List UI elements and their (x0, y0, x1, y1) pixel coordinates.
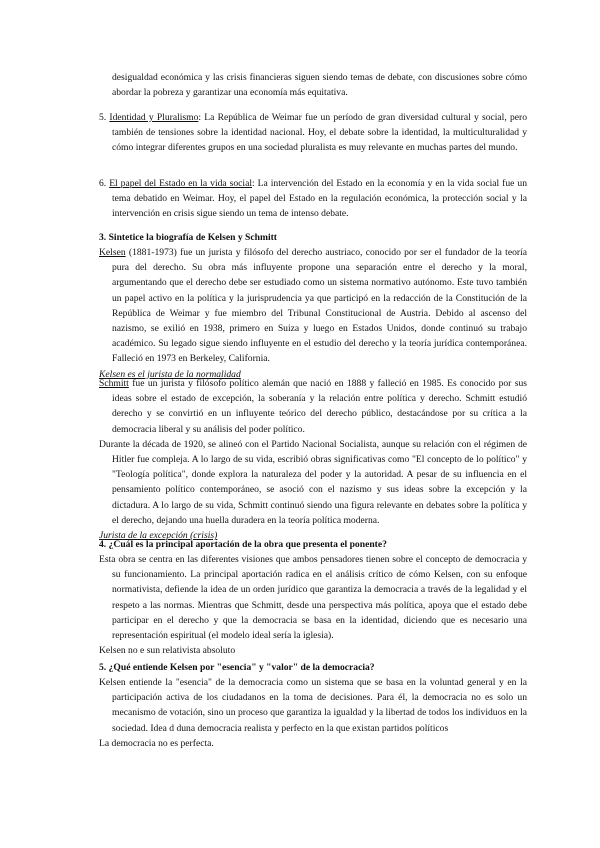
section-4-note: Kelsen no e sun relativista absoluto (99, 645, 236, 657)
intro-paragraph: desigualdad económica y las crisis financieras siguen siendo temas de debate, con discusiones sobre cómo abordar la pobreza y garantizar una economía más equitativa. (112, 72, 527, 99)
section-5-body: Kelsen entiende la "esencia" de la democracia como un sistema que se basa en la voluntad general y en la participación activa de los ciudadanos en la toma de decisiones. Para él, la democracia no es solo un mecanismo de votación, sino un proceso que garantiza la igualdad y la libertad de todos los individuos en la sociedad. Idea d duna democracia realista y perfecto en la que existan partidos políticos La democracia no es perfecta. (99, 675, 527, 751)
list-number: 5. (99, 112, 107, 123)
item-title: El papel del Estado en la vida social (109, 178, 253, 189)
section-3-heading: 3. Sintetice la biografía de Kelsen y Schmitt (99, 232, 277, 243)
section-5-note: La democracia no es perfecta. (99, 737, 214, 749)
schmitt-text: fue un jurista y filósofo político alemán que nació en 1888 y falleció en 1985. Es conocido por sus ideas sobre el estado de excepción, la soberanía y la relación entre política y derecho. Schmitt estudió derecho y se convirtió en un influyente teórico del derecho público, destacándose por su crítica a la democracia liberal y su análisis del poder político. (112, 378, 527, 435)
schmitt-name: Schmitt (99, 378, 129, 389)
schmitt-bio (99, 376, 527, 543)
item-text: : La República de Weimar fue un período de gran diversidad cultural y social, pero también de tensiones sobre la identidad nacional. Hoy, el debate sobre la identidad, la multiculturalidad y cómo integrar diferentes grupos en una sociedad pluralista es muy relevante en muchas partes del mundo. (112, 112, 527, 154)
list-item-estado (99, 176, 527, 222)
section-5-heading: 5. ¿Qué entiende Kelsen por "esencia" y "valor" de la democracia? (99, 662, 375, 673)
kelsen-note: Kelsen es el jurista de la normalidad (99, 368, 241, 380)
list-number: 6. (99, 178, 107, 189)
schmitt-note: Jurista de la excepción (crisis) (99, 530, 218, 542)
section-4-heading: 4. ¿Cuál es la principal aportación de la obra que presenta el ponente? (99, 539, 387, 550)
kelsen-bio (99, 245, 527, 382)
section-4-body: Esta obra se centra en las diferentes visiones que ambos pensadores tienen sobre el concepto de democracia y su funcionamiento. La principal aportación radica en el análisis crítico de cómo Kelsen, con su enfoque normativista, defiende la idea de un orden jurídico que garantiza la democracia a través de la legalidad y el respeto a las normas. Mientras que Schmitt, desde una perspectiva más política, apoya que el estado debe participar en el derecho y que la democracia se basa en la identidad, diciendo que es necesario una representación espiritual (el modelo ideal sería la iglesia). Kelsen no e sun relativista absoluto (99, 552, 527, 658)
kelsen-text: (1881-1973) fue un jurista y filósofo del derecho austriaco, conocido por ser el fundador de la teoría pura del derecho. Su obra más influyente propone una separación entre el derecho y la moral, argumentando que el derecho debe ser estudiado como un sistema normativo autónomo. Este tuvo también un papel activo en la política y la jurisprudencia ya que participó en la redacción de la Constitución de la República de Weimar y fue miembro del Tribunal Constitucional de Austria. Debido al ascenso del nazismo, se exilió en 1938, primero en Suiza y luego en Estados Unidos, donde continuó su trabajo académico. Su legado sigue siendo influyente en el estudio del derecho y la teoría jurídica contemporánea. Falleció en 1973 en Berkeley, California. (112, 247, 527, 365)
item-text: : La intervención del Estado en la economía y en la vida social fue un tema debatido en Weimar. Hoy, el papel del Estado en la regulación económica, la protección social y la intervención en crisis sigue siendo un tema de intenso debate. (112, 178, 527, 220)
schmitt-text-2: Durante la década de 1920, se alineó con el Partido Nacional Socialista, aunque su relación con el régimen de Hitler fue compleja. A lo largo de su vida, escribió obras significativas como "El concepto de lo político" y "Teología política", donde explora la naturaleza del poder y la autoridad. A pesar de su influencia en el pensamiento político contemporáneo, se asoció con el nazismo y sus ideas sobre la excepción y la dictadura. A lo largo de su vida, Schmitt continuó siendo una figura relevante en debates sobre la política y el derecho, dejando una huella duradera en la teoría política moderna. (99, 438, 527, 526)
item-title: Identidad y Pluralismo (109, 112, 199, 123)
kelsen-name: Kelsen (99, 247, 126, 258)
list-item-identidad (99, 110, 527, 156)
